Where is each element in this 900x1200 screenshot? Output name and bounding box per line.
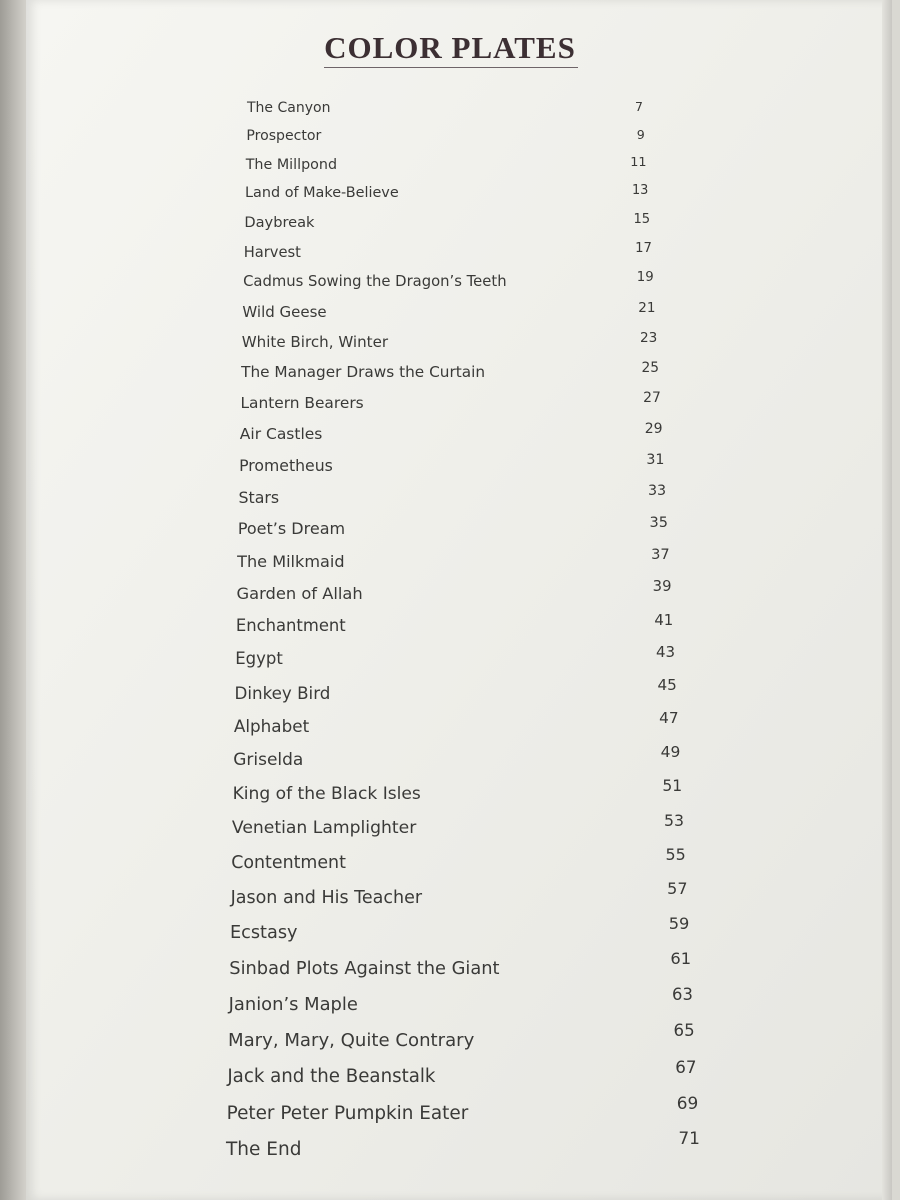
- plate-page-number: 49: [660, 742, 681, 761]
- plate-page-number: 43: [655, 643, 676, 662]
- plate-title: Land of Make-Believe: [245, 185, 399, 202]
- plate-page-number: 65: [673, 1020, 695, 1040]
- plate-title: Harvest: [243, 243, 301, 261]
- plate-title: Air Castles: [239, 424, 323, 443]
- plate-title: Wild Geese: [242, 302, 327, 321]
- plate-page-number: 27: [643, 390, 661, 407]
- plate-page-number: 29: [644, 420, 663, 437]
- plate-page-number: 51: [662, 776, 683, 795]
- plate-page-number: 19: [636, 270, 654, 286]
- plate-page-number: 53: [664, 810, 684, 830]
- plate-title: Prometheus: [239, 456, 333, 476]
- plate-page-number: 61: [670, 949, 692, 969]
- plate-title: Sinbad Plots Against the Giant: [229, 958, 500, 980]
- plate-title: Ecstasy: [229, 922, 298, 943]
- plate-title: Venetian Lamplighter: [231, 818, 417, 839]
- plate-title: Alphabet: [233, 716, 310, 736]
- plate-title: Mary, Mary, Quite Contrary: [227, 1029, 475, 1051]
- plate-title: Contentment: [231, 852, 346, 873]
- plate-page-number: 37: [651, 546, 670, 564]
- plate-page-number: 11: [630, 154, 647, 170]
- plate-page-number: 23: [639, 329, 658, 346]
- plate-page-number: 39: [652, 578, 672, 596]
- plate-title: Stars: [238, 487, 280, 507]
- plate-page-number: 31: [646, 451, 665, 468]
- plate-page-number: 69: [676, 1092, 699, 1113]
- plate-page-number: 59: [668, 914, 690, 934]
- plate-title: Egypt: [235, 649, 283, 669]
- plate-page-number: 9: [636, 126, 645, 142]
- plate-page-number: 41: [654, 610, 674, 629]
- plate-page-number: 63: [672, 984, 693, 1004]
- plate-title: Dinkey Bird: [234, 682, 331, 703]
- plate-title: White Birch, Winter: [241, 332, 389, 351]
- plate-page-number: 45: [657, 676, 677, 695]
- plate-title: The Millpond: [245, 156, 338, 173]
- plate-title: Cadmus Sowing the Dragon’s Teeth: [243, 273, 507, 291]
- plate-title: Enchantment: [235, 616, 346, 636]
- plate-page-number: 7: [635, 99, 643, 114]
- plate-page-number: 21: [638, 299, 656, 316]
- plate-title: The Canyon: [247, 100, 331, 116]
- plate-title: Jason and His Teacher: [230, 887, 423, 908]
- plate-title: Jack and the Beanstalk: [227, 1066, 436, 1087]
- plate-page-number: 25: [641, 359, 660, 376]
- plate-title: Prospector: [246, 128, 322, 145]
- plate-page-number: 67: [675, 1056, 697, 1077]
- plate-title: Garden of Allah: [236, 583, 363, 603]
- plate-title: The End: [226, 1139, 302, 1161]
- plate-title: Poet’s Dream: [237, 519, 346, 539]
- plate-page-number: 15: [633, 212, 651, 228]
- plate-title: Lantern Bearers: [240, 394, 364, 412]
- plate-title: King of the Black Isles: [232, 783, 421, 804]
- plate-page-number: 35: [649, 514, 668, 531]
- plate-page-number: 47: [659, 709, 679, 728]
- plate-title: Griselda: [233, 749, 304, 770]
- plate-page-number: 71: [678, 1129, 700, 1150]
- plate-title: The Manager Draws the Curtain: [241, 363, 486, 382]
- plate-page-number: 57: [667, 879, 688, 899]
- plate-title: The Milkmaid: [237, 551, 345, 571]
- plate-title: Janion’s Maple: [228, 993, 358, 1015]
- plate-title: Daybreak: [244, 214, 315, 232]
- page-title: COLOR PLATES: [324, 30, 576, 65]
- plate-page-number: 13: [631, 183, 649, 199]
- plate-page-number: 17: [635, 241, 652, 257]
- plate-page-number: 33: [647, 483, 667, 499]
- plate-page-number: 55: [665, 844, 686, 864]
- plate-title: Peter Peter Pumpkin Eater: [226, 1102, 469, 1124]
